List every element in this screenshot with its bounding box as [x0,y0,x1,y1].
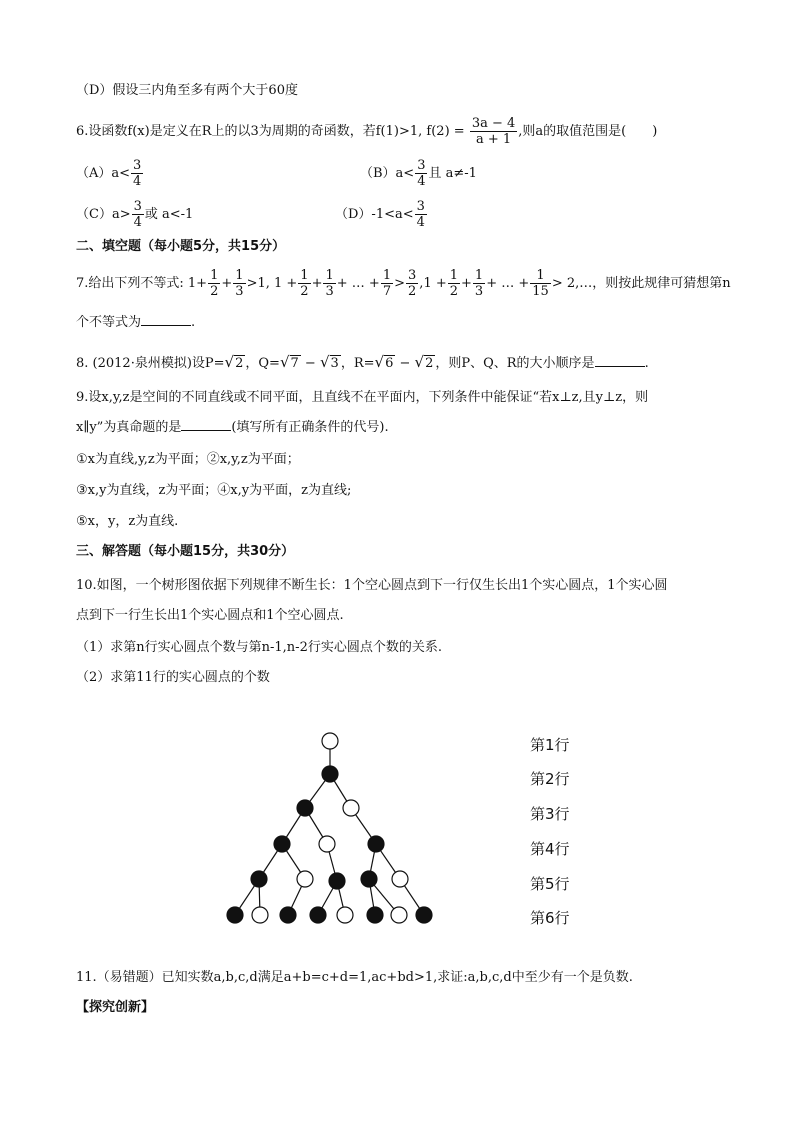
q7-gt: > [394,276,406,291]
q8-post: ，则P、Q、R的大小顺序是 [435,356,595,371]
solid-node [361,871,377,887]
solid-node [274,836,290,852]
q8-r-radicand-1: 6 [385,356,394,371]
q6-option-b-label: （B）a< [360,166,415,181]
q7-tail: > 2,…，则按此规律可猜想第n [551,276,731,291]
frac-den: 4 [133,174,142,189]
q7-plus: + [461,276,472,291]
q9-conditions-2: ③x,y为直线，z为平面；④x,y为平面，z为直线; [76,483,352,498]
q10-part2: （2）求第11行的实心圆点的个数 [76,670,270,685]
frac-num: 3 [133,158,142,173]
q8-minus: − [300,356,320,371]
q8-r-label: ，R= [340,356,375,371]
frac-den: 4 [133,215,142,230]
radical-sign: √ [374,353,385,371]
q11-text: 11.（易错题）已知实数a,b,c,d满足a+b=c+d=1,ac+bd>1,求证:a,b,c,d中至少有一个是负数. [76,970,633,985]
frac-num: 1 [382,268,392,283]
hollow-node [252,907,268,923]
solid-node [297,800,313,816]
radical-sign: √ [224,353,235,371]
frac-den: 2 [210,284,219,299]
q8-q-radicand-1: 7 [290,356,299,371]
frac-num: 1 [325,268,334,283]
frac-num: 3 [416,199,425,214]
hollow-node [297,871,313,887]
frac-den: 4 [417,174,426,189]
frac-den: 2 [408,284,417,299]
q6-option-d-label: （D）-1<a< [335,207,414,222]
q7-line2-text: 个不等式为 [76,315,142,330]
frac-den: 2 [449,284,459,299]
q7-period: . [191,315,196,330]
q6-frac-num: 3a − 4 [471,116,516,131]
hollow-node [391,907,407,923]
q10-line1: 10.如图，一个树形图依据下列规律不断生长：1个空心圆点到下一行仅生长出1个实心圆点，1个实心圆 [76,578,668,593]
q7-one-plus: 1 + [423,276,447,291]
row-label-6: 第6行 [530,909,570,927]
solid-node [329,873,345,889]
hollow-node [392,871,408,887]
frac-den: 4 [416,215,425,230]
q7-gt1: >1, [246,276,270,291]
frac-den: 7 [382,284,392,299]
frac-num: 1 [235,268,244,283]
frac-num: 3 [133,199,142,214]
row-label-3: 第3行 [530,805,570,823]
radical-sign: √ [414,353,425,371]
frac-den: 2 [300,284,309,299]
q7-plus-dots: + … + [336,276,380,291]
frac-num: 3 [417,158,426,173]
section4-heading: 【探究创新】 [76,1000,155,1015]
q10-line2: 点到下一行生长出1个实心圆点和1个空心圆点. [76,608,344,623]
q9-conditions-3: ⑤x，y，z为直线. [76,514,179,529]
q8-r-radicand-2: 2 [425,356,434,371]
q8-q-label: ，Q= [245,356,280,371]
q6-option-c-post: 或 a<-1 [144,207,194,222]
frac-num: 3 [408,268,417,283]
frac-den: 3 [325,284,334,299]
row-label-2: 第2行 [530,770,570,788]
q9-line1: 9.设x,y,z是空间的不同直线或不同平面，且直线不在平面内，下列条件中能保证“若x⊥z,且y⊥z，则 [76,390,649,405]
solid-node [310,907,326,923]
q7-plus: + [311,276,323,291]
solid-node [280,907,296,923]
q8-minus: − [395,356,415,371]
frac-num: 1 [449,268,459,283]
q8-period: . [644,356,649,371]
q6-stem-pre: 6.设函数f(x)是定义在R上的以3为周期的奇函数，若f(1)>1, [76,124,423,139]
q9-line2-post: (填写所有正确条件的代号). [231,420,389,435]
row-label-4: 第4行 [530,840,570,858]
frac-num: 1 [536,268,545,283]
row-label-5: 第5行 [530,875,570,893]
q7-plus: + [221,276,233,291]
q7-plus-dots: + … + [486,276,530,291]
q9-conditions-1: ①x为直线,y,z为平面；②x,y,z为平面； [76,452,300,467]
frac-num: 1 [300,268,309,283]
q6-frac-den: a + 1 [470,131,517,147]
frac-den: 3 [235,284,244,299]
q6-f2: f(2) = [426,124,465,139]
q6-stem-post: ,则a的取值范围是( ) [518,124,658,139]
section3-heading: 三、解答题（每小题15分，共30分） [76,544,295,559]
q9-line2-pre: x∥y”为真命题的是 [76,420,182,435]
solid-node [416,907,432,923]
q6-option-c-label: （C）a> [76,207,131,222]
solid-node [227,907,243,923]
frac-den: 3 [474,284,484,299]
q10-part1: （1）求第n行实心圆点个数与第n-1,n-2行实心圆点个数的关系. [76,640,442,655]
hollow-node [319,836,335,852]
solid-node [367,907,383,923]
frac-den: 15 [532,284,549,299]
solid-node [322,766,338,782]
hollow-node [343,800,359,816]
q8-pre: 8. (2012·泉州模拟)设P= [76,356,225,371]
q5-option-d: （D）假设三内角至多有两个大于60度 [76,83,298,98]
solid-node [251,871,267,887]
hollow-node [337,907,353,923]
section2-heading: 二、填空题（每小题5分，共15分） [76,239,286,254]
frac-num: 1 [474,268,484,283]
q7-comma: , [419,276,424,291]
q8-p-radicand: 2 [235,356,244,371]
q6-option-b-post: 且 a≠-1 [428,166,477,181]
q7-one-plus: 1 + [274,276,298,291]
q6-option-a-label: （A）a< [76,166,131,181]
radical-sign: √ [319,353,330,371]
hollow-node [322,733,338,749]
radical-sign: √ [279,353,290,371]
q8-q-radicand-2: 3 [330,356,339,371]
frac-num: 1 [210,268,219,283]
solid-node [368,836,384,852]
row-label-1: 第1行 [530,736,570,754]
q7-stem-pre: 7.给出下列不等式: 1+ [76,276,208,291]
